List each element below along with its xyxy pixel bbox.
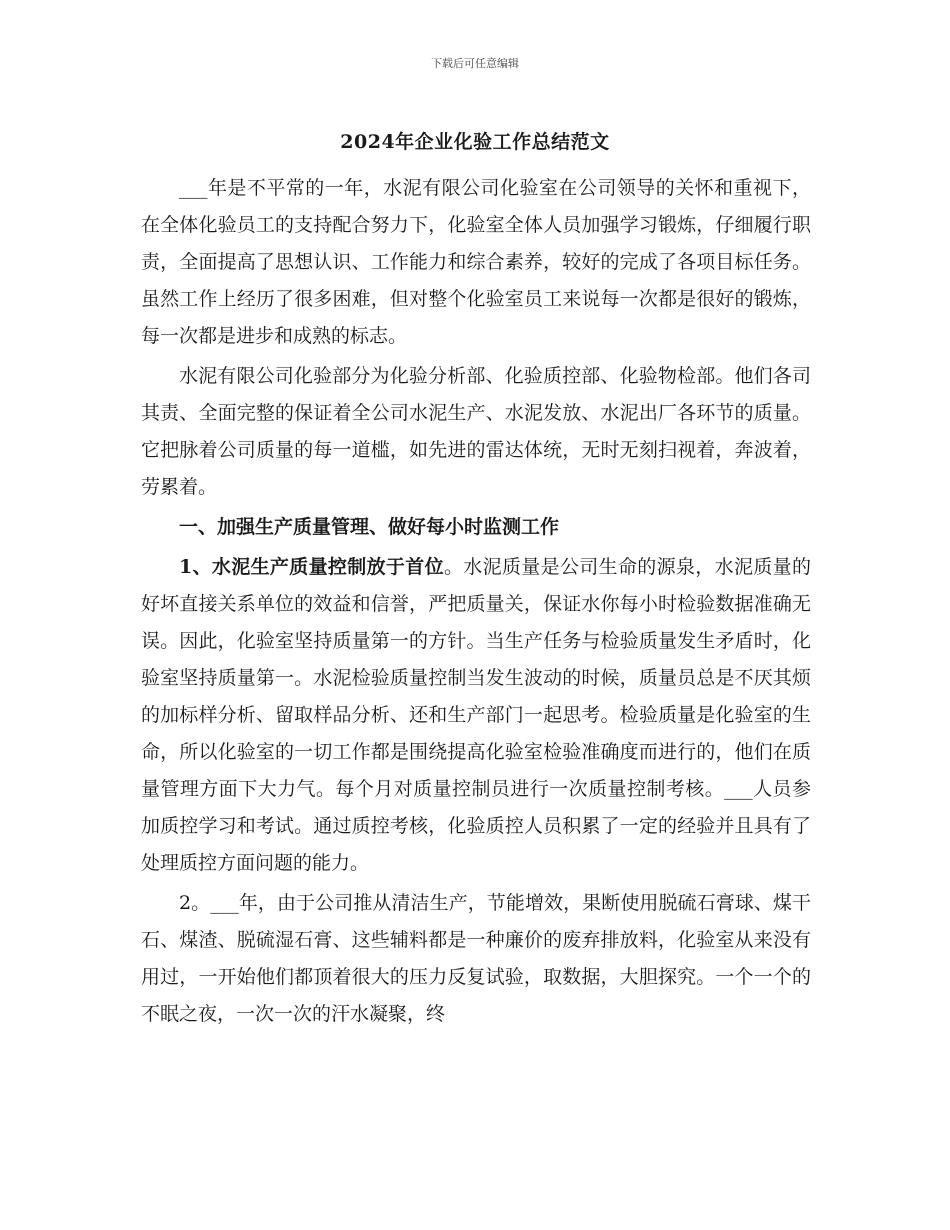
document-title: 2024年企业化验工作总结范文	[340, 131, 610, 153]
document-body	[141, 170, 811, 1036]
section-heading-1: 一、加强生产质量管理、做好每小时监测工作	[179, 516, 560, 538]
paragraph-intro: ___年是不平常的一年，水泥有限公司化验室在公司领导的关怀和重视下，在全体化验员工的支持配合努力下，化验室全体人员加强学习锻炼，仔细履行职责，全面提高了思想认识、工作能力和综合素养，较好的完成了各项目标任务。虽然工作上经历了很多困难，但对整个化验室员工来说每一次都是很好的锻炼，每一次都是进步和成熟的标志。	[141, 177, 811, 347]
paragraph-departments: 水泥有限公司化验部分为化验分析部、化验质控部、化验物检部。他们各司其责、全面完整的保证着全公司水泥生产、水泥发放、水泥出厂各环节的质量。它把脉着公司质量的每一道槛，如先进的雷达体统，无时无刻扫视着，奔波着，劳累着。	[141, 365, 811, 498]
paragraph-lead-bold: 1、水泥生产质量控制放于首位	[179, 556, 444, 578]
header-note: 下载后可任意编辑	[431, 57, 519, 70]
paragraph-clean-production: 2。___年，由于公司推从清洁生产，节能增效，果断使用脱硫石膏球、煤干石、煤渣、脱硫湿石膏、这些辅料都是一种廉价的废弃排放料，化验室从来没有用过，一开始他们都顶着很大的压力反复试验，取数据，大胆探究。一个一个的不眠之夜，一次一次的汗水凝聚，终	[141, 892, 811, 1025]
paragraph-body: 。水泥质量是公司生命的源泉，水泥质量的好坏直接关系单位的效益和信誉，严把质量关，保证水你每小时检验数据准确无误。因此，化验室坚持质量第一的方针。当生产任务与检验质量发生矛盾时，化验室坚持质量第一。水泥检验质量控制当发生波动的时候，质量员总是不厌其烦的加标样分析、留取样品分析、还和生产部门一起思考。检验质量是化验室的生命，所以化验室的一切工作都是围绕提高化验室检验准确度而进行的，他们在质量管理方面下大力气。每个月对质量控制员进行一次质量控制考核。___人员参加质控学习和考试。通过质控考核，化验质控人员积累了一定的经验并且具有了处理质控方面问题的能力。	[141, 556, 811, 874]
paragraph-quality-control	[141, 549, 811, 882]
